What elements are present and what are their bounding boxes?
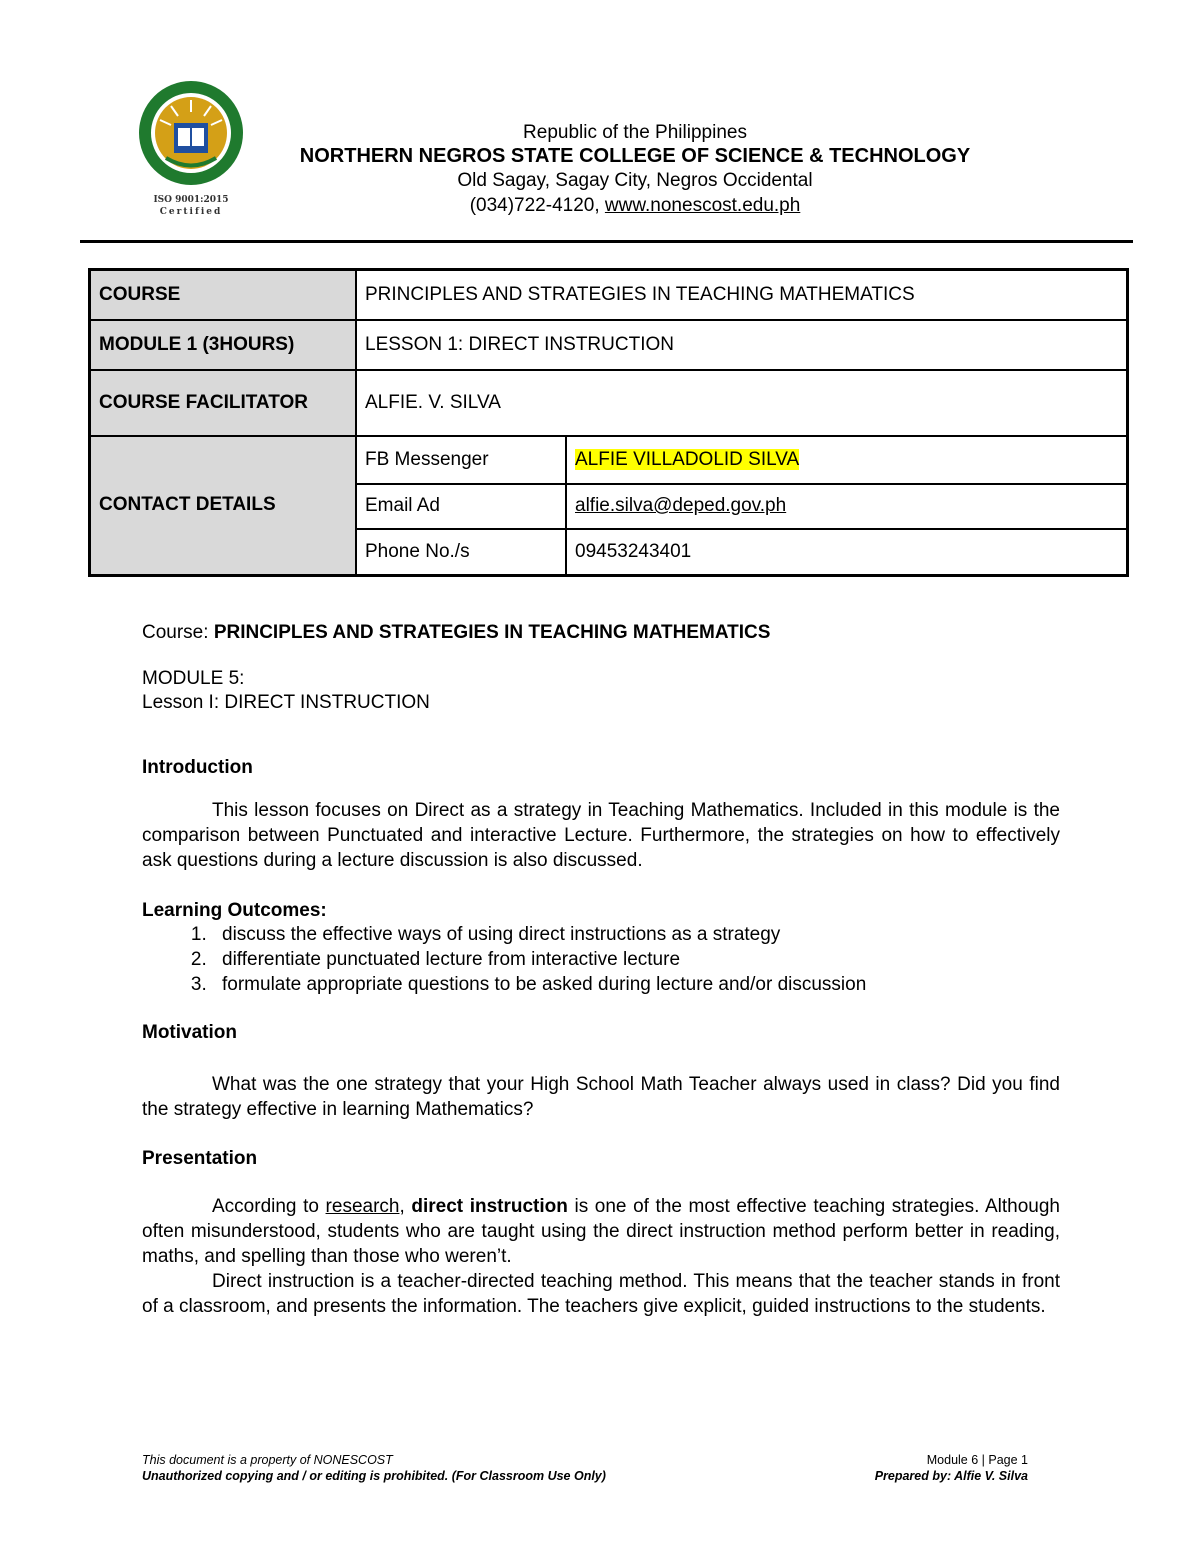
research-link[interactable]: research — [325, 1196, 400, 1217]
svg-text:ISO 9001:2015: ISO 9001:2015 — [153, 195, 229, 205]
footer-property-notice: This document is a property of NONESCOST — [142, 1453, 393, 1467]
module-value: LESSON 1: DIRECT INSTRUCTION — [356, 320, 1128, 370]
email-link[interactable]: alfie.silva@deped.gov.ph — [575, 495, 787, 516]
course-line — [142, 620, 770, 645]
course-label: COURSE — [90, 270, 357, 320]
svg-text:Certified: Certified — [159, 207, 223, 217]
footer-left — [142, 1452, 606, 1484]
presentation-paragraph-2: Direct instruction is a teacher-directed teaching method. This means that the teacher stands in front of a classroom, and presents the information. The teachers give explicit, guided instructions to the students. — [142, 1271, 1060, 1317]
contact-email-label: Email Ad — [356, 484, 566, 529]
list-item: 3. formulate appropriate questions to be asked during lecture and/or discussion — [212, 972, 1060, 997]
contact-row — [90, 436, 1128, 484]
course-title: PRINCIPLES AND STRATEGIES IN TEACHING MATHEMATICS — [213, 622, 771, 643]
course-prefix: Course: — [142, 622, 214, 643]
learning-outcomes-list — [142, 922, 1060, 997]
header-college-name: NORTHERN NEGROS STATE COLLEGE OF SCIENCE & TECHNOLOGY — [299, 145, 971, 167]
introduction-paragraph: This lesson focuses on Direct as a strategy in Teaching Mathematics. Included in this module is the comparison between Punctuated and interactive Lecture. Furthermore, the strategies on how to effectively ask questions during a lecture discussion is also discussed. — [142, 800, 1060, 871]
presentation-text: is one of the most effective teaching strategies. Although often misunderstood, students who are taught using the direct instruction method perform better in reading, maths, and spelling than those who weren’t. — [142, 1196, 1060, 1267]
presentation-heading: Presentation — [142, 1148, 258, 1169]
footer-page-number: Module 6 | Page 1 — [926, 1453, 1028, 1467]
contact-phone-value: 09453243401 — [566, 529, 1128, 576]
lesson-line: Lesson I: DIRECT INSTRUCTION — [142, 692, 430, 713]
course-row — [90, 270, 1128, 320]
footer-right — [760, 1452, 1028, 1484]
module-line: MODULE 5: — [142, 668, 245, 689]
college-seal-logo — [136, 78, 246, 218]
facilitator-row — [90, 370, 1128, 436]
direct-instruction-term: direct instruction — [411, 1196, 568, 1217]
presentation-text: , — [399, 1196, 412, 1217]
presentation-paragraph-1 — [142, 1194, 1060, 1269]
introduction-heading: Introduction — [142, 757, 253, 778]
contact-label: CONTACT DETAILS — [90, 436, 357, 576]
motivation-heading: Motivation — [142, 1022, 237, 1043]
header-contact — [260, 195, 1010, 217]
contact-fb-label: FB Messenger — [356, 436, 566, 484]
footer-prepared-by: Prepared by: Alfie V. Silva — [874, 1469, 1028, 1483]
facilitator-value: ALFIE. V. SILVA — [356, 370, 1128, 436]
course-info-table — [88, 268, 1129, 577]
list-item: 2. differentiate punctuated lecture from interactive lecture — [212, 947, 1060, 972]
facilitator-label: COURSE FACILITATOR — [90, 370, 357, 436]
header-republic: Republic of the Philippines — [523, 122, 747, 143]
presentation-text: According to — [212, 1196, 326, 1217]
module-row — [90, 320, 1128, 370]
header-website-link[interactable]: www.nonescost.edu.ph — [604, 195, 801, 216]
header-divider — [80, 240, 1133, 243]
contact-fb-value — [566, 436, 1128, 484]
course-value: PRINCIPLES AND STRATEGIES IN TEACHING MATHEMATICS — [356, 270, 1128, 320]
contact-email-value — [566, 484, 1128, 529]
header-address: Old Sagay, Sagay City, Negros Occidental — [457, 170, 813, 191]
footer-copy-notice: Unauthorized copying and / or editing is prohibited. (For Classroom Use Only) — [142, 1469, 606, 1483]
header-phone: (034)722-4120, — [469, 195, 600, 216]
module-label: MODULE 1 (3HOURS) — [90, 320, 357, 370]
contact-fb-name: ALFIE VILLADOLID SILVA — [575, 448, 800, 470]
list-item: 1. discuss the effective ways of using direct instructions as a strategy — [212, 922, 1060, 947]
contact-phone-label: Phone No./s — [356, 529, 566, 576]
learning-outcomes-heading: Learning Outcomes: — [142, 900, 327, 921]
motivation-paragraph: What was the one strategy that your High School Math Teacher always used in class? Did you find the strategy effective in learning Mathematics? — [142, 1074, 1060, 1120]
